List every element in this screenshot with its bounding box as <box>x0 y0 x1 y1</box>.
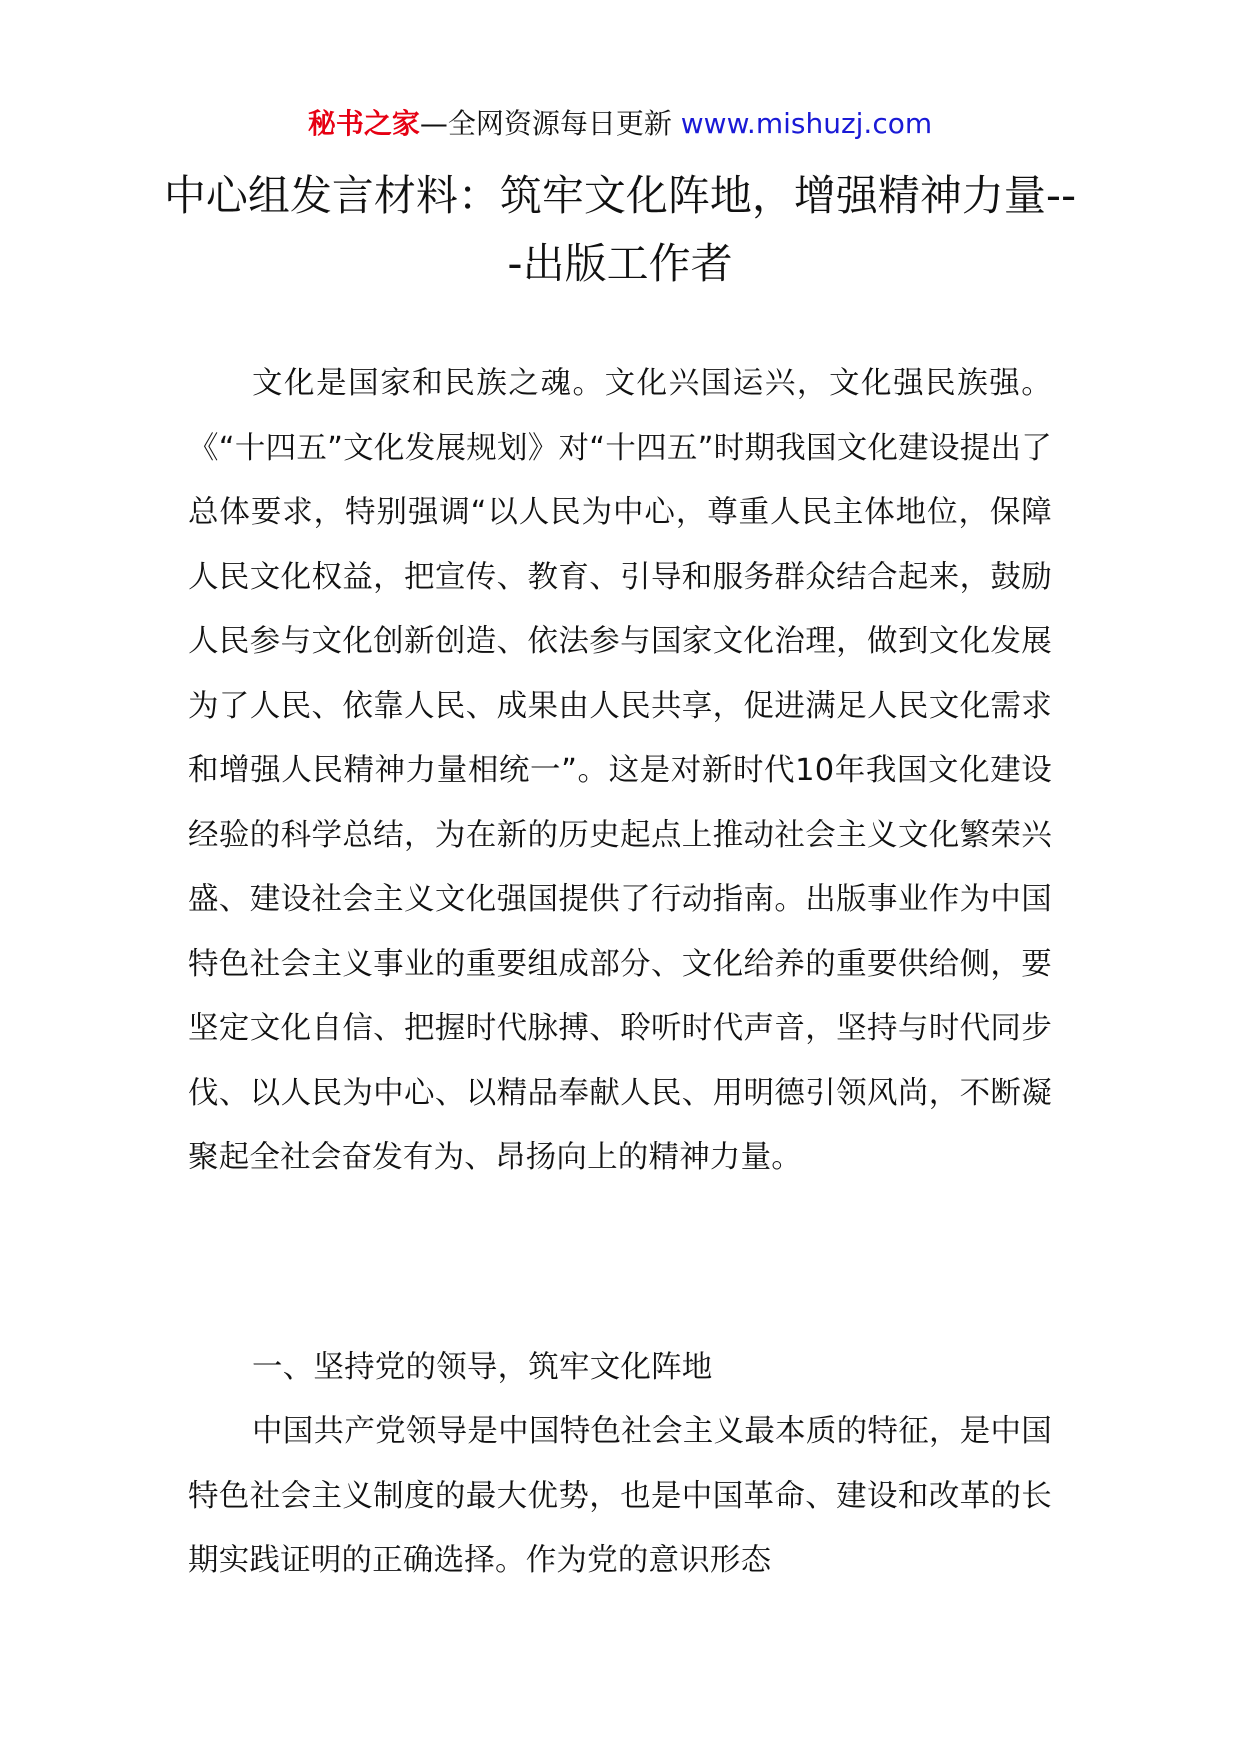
document-title: 中心组发言材料：筑牢文化阵地，增强精神力量---出版工作者 <box>163 171 1077 288</box>
brand-name: 秘书之家 <box>307 107 420 140</box>
site-url-link[interactable]: www.mishuzj.com <box>680 107 933 140</box>
section-heading: 一、坚持党的领导，筑牢文化阵地 <box>252 1350 713 1385</box>
body-paragraph: 中国共产党领导是中国特色社会主义最本质的特征，是中国特色社会主义制度的最大优势，也是中国革命、建设和改革的长期实践证明的正确选择。作为党的意识形态 <box>188 1414 1052 1578</box>
site-header <box>0 104 1240 144</box>
header-tagline: —全网资源每日更新 <box>419 107 681 140</box>
body-paragraph: 文化是国家和民族之魂。文化兴国运兴，文化强民族强。《“十四五”文化发展规划》对“十四五”时期我国文化建设提出了总体要求，特别强调“以人民为中心，尊重人民主体地位，保障人民文化权益，把宣传、教育、引导和服务群众结合起来，鼓励人民参与文化创新创造、依法参与国家文化治理，做到文化发展为了人民、依靠人民、成果由人民共享，促进满足人民文化需求和增强人民精神力量相统一”。这是对新时代10年我国文化建设经验的科学总结，为在新的历史起点上推动社会主义文化繁荣兴盛、建设社会主义文化强国提供了行动指南。出版事业作为中国特色社会主义事业的重要组成部分、文化给养的重要供给侧，要坚定文化自信、把握时代脉搏、聆听时代声音，坚持与时代同步伐、以人民为中心、以精品奉献人民、用明德引领风尚，不断凝聚起全社会奋发有为、昂扬向上的精神力量。 <box>188 366 1052 1175</box>
